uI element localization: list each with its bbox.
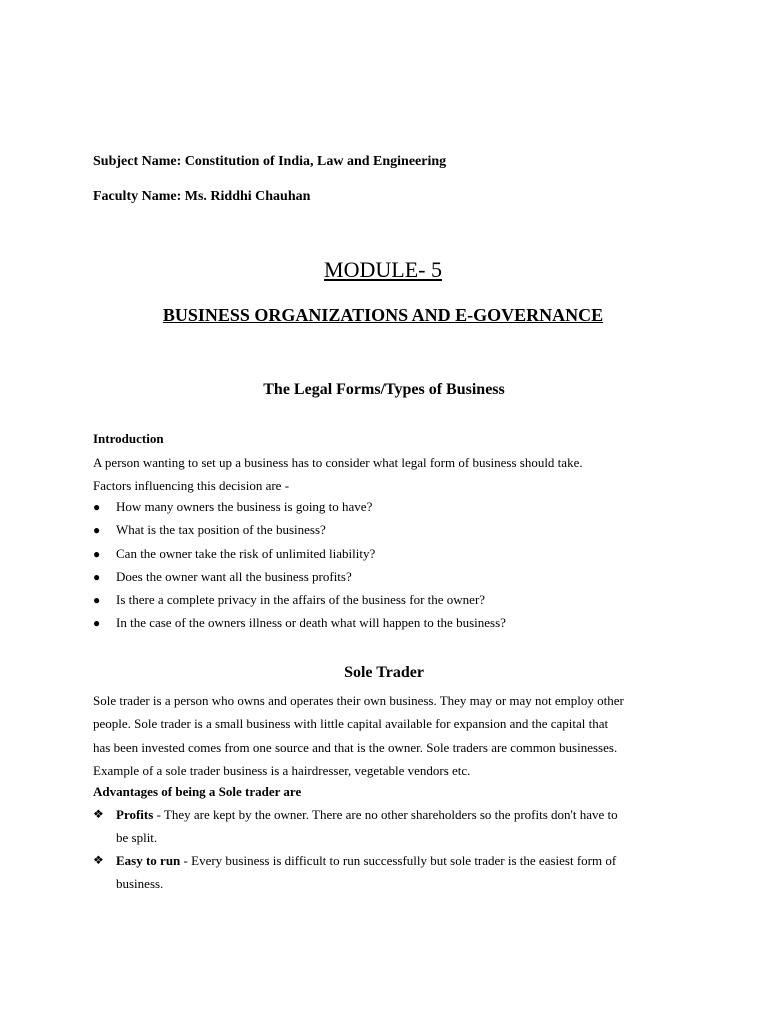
bullet-icon: ● <box>93 569 101 584</box>
advantage-text: - Every business is difficult to run successfully but sole trader is the easiest form of <box>180 853 617 868</box>
list-item <box>93 521 506 544</box>
list-item-text: Does the owner want all the business profits? <box>116 568 352 584</box>
module-title: MODULE- 5 <box>324 257 442 282</box>
faculty-name-line: Faculty Name: Ms. Riddhi Chauhan <box>93 189 311 204</box>
diamond-bullet-icon: ❖ <box>93 853 104 867</box>
advantage-term: Profits <box>116 807 154 822</box>
advantage-term: Easy to run <box>116 853 181 868</box>
advantages-label: Advantages of being a Sole trader are <box>93 784 302 799</box>
factors-list <box>93 498 506 638</box>
advantage-item-easy-to-run <box>93 849 673 896</box>
list-item <box>93 545 506 568</box>
intro-line-1: A person wanting to set up a business has to consider what legal form of business should take. <box>93 455 583 470</box>
sole-trader-heading: Sole Trader <box>344 664 424 681</box>
bullet-icon: ● <box>93 546 101 561</box>
list-item <box>93 498 506 521</box>
list-item <box>93 568 506 591</box>
advantage-text-continued: be split. <box>116 830 158 846</box>
introduction-label: Introduction <box>93 431 164 446</box>
intro-line-2: Factors influencing this decision are - <box>93 478 290 493</box>
advantage-item-profits <box>93 803 673 850</box>
list-item-text: What is the tax position of the business? <box>116 522 326 538</box>
paragraph-line: Sole trader is a person who owns and operates their own business. They may or may not employ other <box>93 693 624 708</box>
list-item <box>93 591 506 614</box>
list-item <box>93 614 506 637</box>
paragraph-line: Example of a sole trader business is a hairdresser, vegetable vendors etc. <box>93 762 471 778</box>
bullet-icon: ● <box>93 593 101 608</box>
advantage-text: - They are kept by the owner. There are no other shareholders so the profits don't have to <box>153 807 618 822</box>
advantage-text-continued: business. <box>116 876 164 892</box>
sole-trader-paragraph <box>93 689 673 782</box>
bullet-icon: ● <box>93 616 101 631</box>
list-item-text: How many owners the business is going to have? <box>116 499 373 514</box>
bullet-icon: ● <box>93 523 101 538</box>
subject-name-line: Subject Name: Constitution of India, Law and Engineering <box>93 154 447 169</box>
bullet-icon: ● <box>93 500 101 514</box>
legal-forms-heading: The Legal Forms/Types of Business <box>263 381 505 398</box>
list-item-text: In the case of the owners illness or death what will happen to the business? <box>116 615 506 631</box>
list-item-text: Is there a complete privacy in the affairs of the business for the owner? <box>116 592 486 608</box>
list-item-text: Can the owner take the risk of unlimited liability? <box>116 545 376 561</box>
module-heading: BUSINESS ORGANIZATIONS AND E-GOVERNANCE <box>162 305 604 325</box>
diamond-bullet-icon: ❖ <box>93 807 104 821</box>
paragraph-line: people. Sole trader is a small business with little capital available for expansion and the capital that <box>93 716 609 732</box>
paragraph-line: has been invested comes from one source and that is the owner. Sole traders are common businesses. <box>93 739 618 755</box>
